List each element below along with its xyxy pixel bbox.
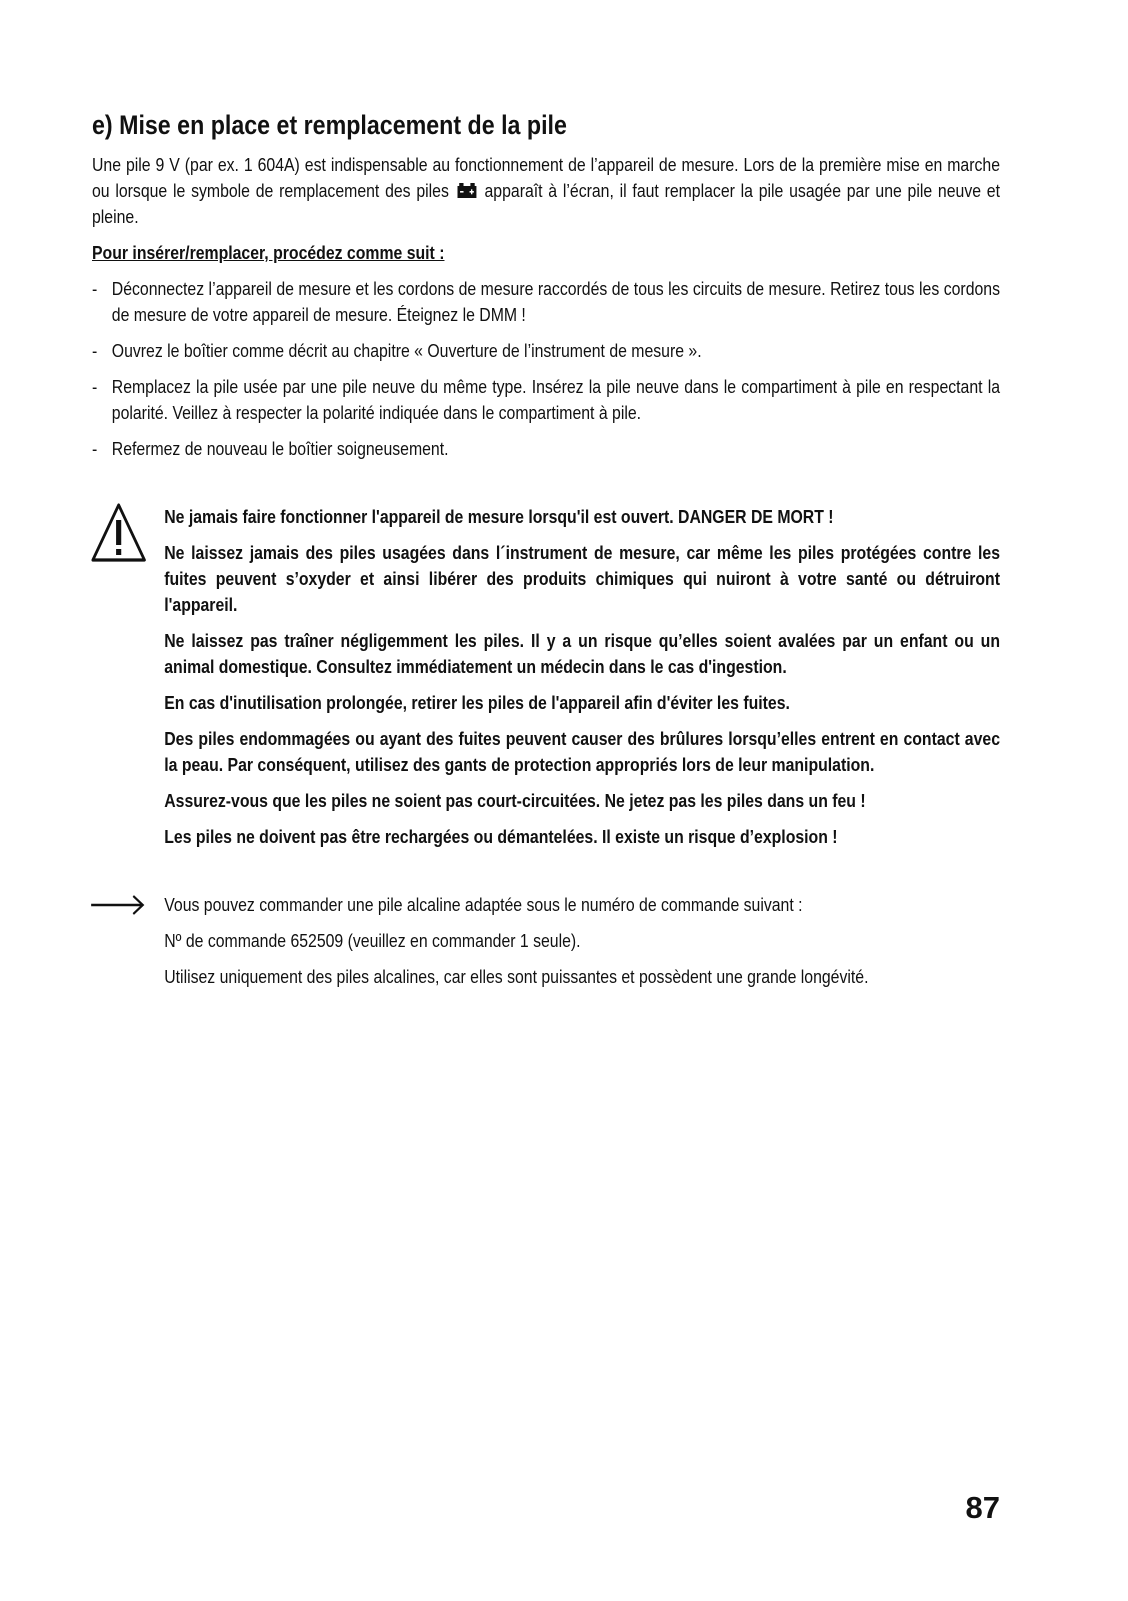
warning-paragraph: Les piles ne doivent pas être rechargées ou démantelées. Il existe un risque d’explosion ! xyxy=(164,826,838,847)
intro-text-part2: apparaît à l’écran, il faut remplacer la pile usagée par une pile neuve et pleine. xyxy=(92,180,1000,227)
note-block xyxy=(92,892,1000,990)
procedure-step: - Remplacez la pile usée par une pile neuve du même type. Insérez la pile neuve dans le compartiment à pile en respectant la polarité. Veillez à respecter la polarité indiquée dans le compartiment à pile. xyxy=(92,376,1000,423)
procedure-step: - Ouvrez le boîtier comme décrit au chapitre « Ouverture de l’instrument de mesure ». xyxy=(92,340,702,361)
note-paragraph: Vous pouvez commander une pile alcaline adaptée sous le numéro de commande suivant : xyxy=(164,894,803,915)
warning-paragraph: Ne laissez pas traîner négligemment les piles. Il y a un risque qu’elles soient avalées par un enfant ou un animal domestique. Consultez immédiatement un médecin dans le cas d'ingestion. xyxy=(164,630,1000,677)
section-title: e) Mise en place et remplacement de la pile xyxy=(92,110,567,140)
page-number: 87 xyxy=(965,1490,1000,1525)
procedure-step-text: Remplacez la pile usée par une pile neuve du même type. Insérez la pile neuve dans le compartiment à pile en respectant la polarité. Veillez à respecter la polarité indiquée dans le compartiment à pile. xyxy=(111,376,1000,423)
warning-paragraph: Ne laissez jamais des piles usagées dans l´instrument de mesure, car même les piles protégées contre les fuites peuvent s’oxyder et ainsi libérer des produits chimiques qui nuiront à votre santé ou détruiront l'appareil. xyxy=(164,542,1000,615)
warning-paragraph: En cas d'inutilisation prolongée, retirer les piles de l'appareil afin d'éviter les fuites. xyxy=(164,692,790,713)
intro-text-part1: Une pile 9 V (par ex. 1 604A) est indispensable au fonctionnement de l’appareil de mesure. Lors de la première mise en marche ou lorsque le symbole de remplacement des piles xyxy=(92,154,1000,201)
page-content xyxy=(92,108,1000,1000)
procedure-heading: Pour insérer/remplacer, procédez comme suit : xyxy=(92,242,445,263)
warning-icon xyxy=(90,502,147,564)
procedure-step: - Refermez de nouveau le boîtier soigneusement. xyxy=(92,438,449,459)
note-paragraph: Utilisez uniquement des piles alcalines, car elles sont puissantes et possèdent une grande longévité. xyxy=(164,966,869,987)
note-paragraph: Nº de commande 652509 (veuillez en commander 1 seule). xyxy=(164,930,581,951)
note-text xyxy=(164,892,1000,990)
procedure-step: - Déconnectez l’appareil de mesure et les cordons de mesure raccordés de tous les circuits de mesure. Retirez tous les cordons de mesure de votre appareil de mesure. Éteignez le DMM ! xyxy=(92,278,1000,325)
procedure-step-text: Déconnectez l’appareil de mesure et les cordons de mesure raccordés de tous les circuits de mesure. Retirez tous les cordons de mesure de votre appareil de mesure. Éteignez le DMM ! xyxy=(111,278,1000,325)
procedure-steps xyxy=(92,276,1000,462)
procedure-step-text: Refermez de nouveau le boîtier soigneusement. xyxy=(111,438,449,459)
warning-paragraph: Des piles endommagées ou ayant des fuites peuvent causer des brûlures lorsqu’elles entrent en contact avec la peau. Par conséquent, utilisez des gants de protection appropriés lors de leur manipulation. xyxy=(164,728,1000,775)
warning-paragraph: Ne jamais faire fonctionner l'appareil de mesure lorsqu'il est ouvert. DANGER DE MORT ! xyxy=(164,506,834,527)
arrow-right-icon xyxy=(90,894,145,916)
intro-paragraph xyxy=(92,152,1000,230)
warning-block xyxy=(92,504,1000,850)
battery-icon xyxy=(456,183,477,199)
warning-text xyxy=(164,504,1000,850)
warning-paragraph: Assurez-vous que les piles ne soient pas court-circuitées. Ne jetez pas les piles dans un feu ! xyxy=(164,790,866,811)
procedure-step-text: Ouvrez le boîtier comme décrit au chapitre « Ouverture de l’instrument de mesure ». xyxy=(111,340,702,361)
